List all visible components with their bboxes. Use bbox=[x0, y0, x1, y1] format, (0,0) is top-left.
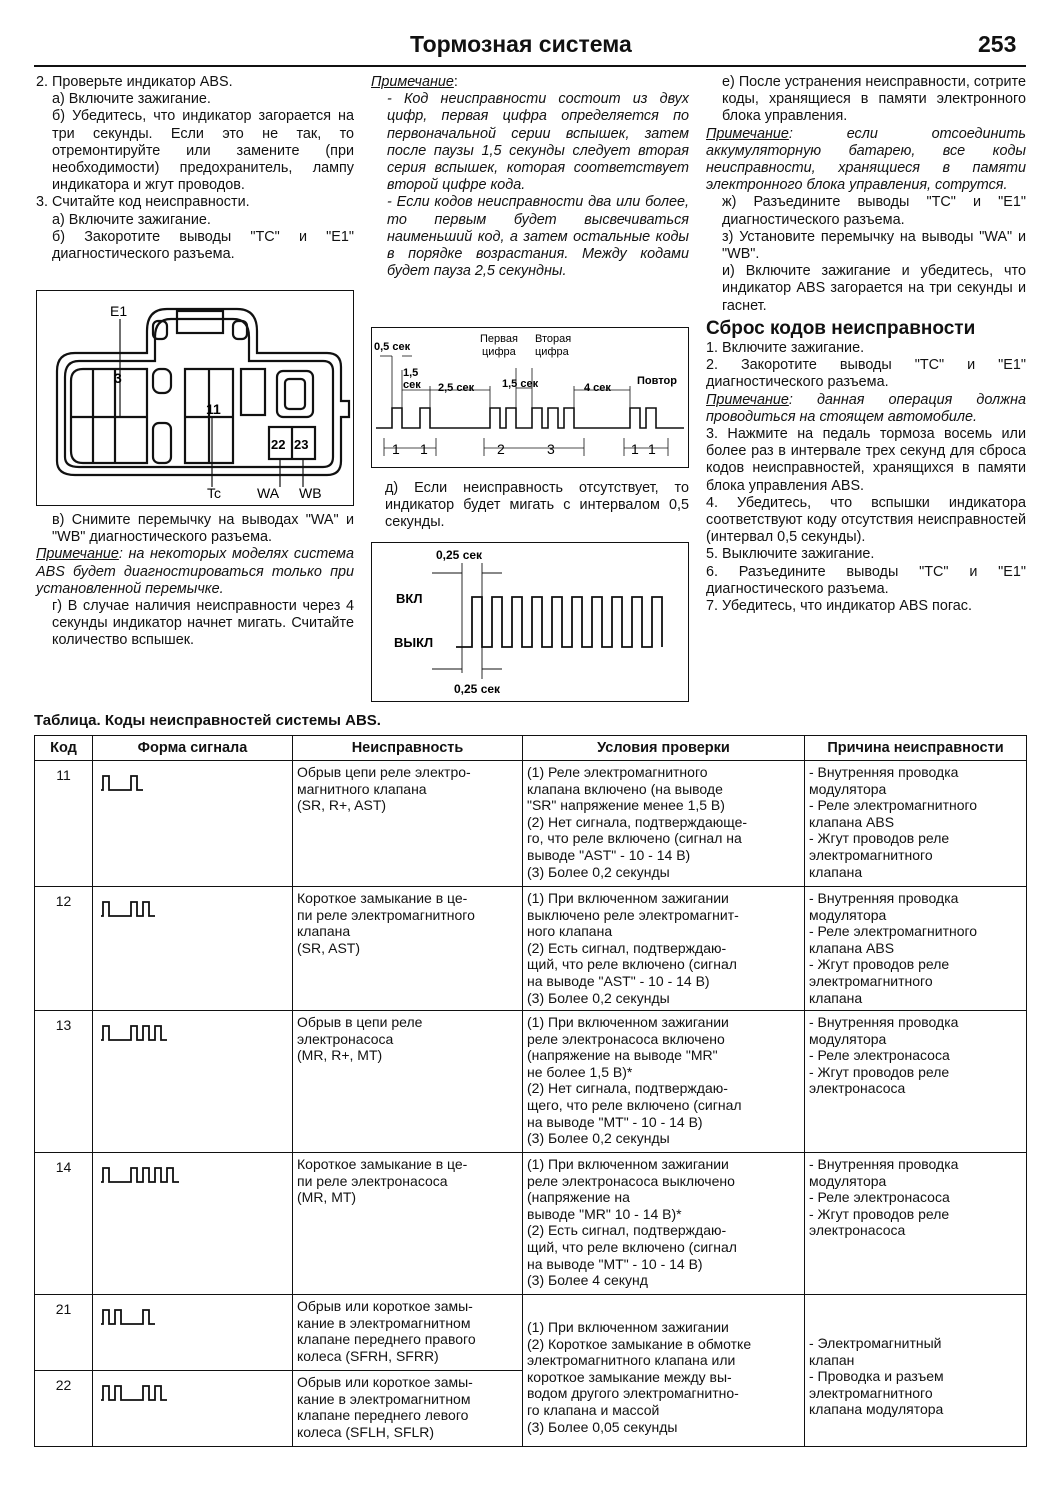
condition-line: электромагнитного клапана или bbox=[527, 1352, 736, 1369]
row-cause bbox=[805, 887, 1027, 1011]
col2-note-line-1: - Код неисправности состоит из двух цифр, первая цифра определяется по первоначальной серии вспышек, затем после паузы 1,5 секунды следует вторая серия вспышек, которая соответствует второй цифре кода. bbox=[387, 91, 689, 194]
cause-line: - Жгут проводов реле bbox=[809, 956, 950, 973]
reset-step-3: 3. Нажмите на педаль тормоза восемь или более раз в интервале трех секунд для сброса кодов неисправностей, хранящихся в памяти блока управления ABS. bbox=[706, 426, 1026, 494]
para-i: и) Включите зажигание и убедитесь, что индикатор ABS загорается на три секунды и гаснет. bbox=[722, 263, 1026, 314]
second-digit-2: цифра bbox=[535, 346, 569, 358]
para-z: з) Установите перемычку на выводы "WA" и "WB". bbox=[722, 228, 1026, 263]
row-cause bbox=[805, 761, 1027, 887]
condition-line: (напряжение на bbox=[527, 1189, 630, 1206]
condition-line: выводе "MR" 10 - 14 В)* bbox=[527, 1205, 682, 1222]
cause-line: модулятора bbox=[809, 1172, 887, 1189]
connector-diagram bbox=[36, 290, 354, 506]
row-fault bbox=[293, 1011, 523, 1153]
step-g-paragraph: г) В случае наличия неисправности через 4 секунды индикатор начнет мигать. Считайте количество вспышек. bbox=[52, 598, 354, 649]
flash-code-waveform bbox=[97, 1306, 277, 1328]
column-1-top bbox=[36, 74, 354, 263]
para-zh: ж) Разъедините выводы "TC" и "E1" диагностического разъема. bbox=[722, 194, 1026, 228]
cause-line: клапан bbox=[809, 1351, 855, 1368]
condition-line: реле электронасоса включено bbox=[527, 1030, 725, 1047]
cause-line: - Реле электромагнитного bbox=[809, 797, 978, 814]
fault-line: Короткое замыкание в це- bbox=[297, 1156, 468, 1172]
pin-22-label: 22 bbox=[271, 437, 286, 452]
cause-line: электромагнитного bbox=[809, 846, 933, 863]
condition-line: (1) Реле электромагнитного bbox=[527, 764, 708, 780]
para-e: е) После устранения неисправности, сотрите коды, хранящиеся в памяти электронного блока управления. bbox=[722, 74, 1026, 125]
reset-step-5: 5. Выключите зажигание. bbox=[706, 546, 875, 563]
cause-line: - Жгут проводов реле bbox=[809, 1205, 950, 1222]
t4-label: 4 сек bbox=[584, 382, 611, 394]
condition-line: (3) Более 0,05 секунды bbox=[527, 1418, 678, 1435]
table-caption: Таблица. Коды неисправностей системы ABS. bbox=[34, 712, 381, 729]
table-row bbox=[35, 887, 1027, 1011]
condition-line: короткое замыкание между вы- bbox=[527, 1368, 732, 1385]
cause-line: электронасоса bbox=[809, 1080, 906, 1097]
col2-note-label: Примечание bbox=[371, 74, 454, 90]
cause-line: модулятора bbox=[809, 780, 887, 797]
row-code: 13 bbox=[35, 1011, 93, 1153]
column-2-mid bbox=[385, 480, 689, 532]
condition-line: не более 1,5 В)* bbox=[527, 1063, 633, 1080]
waveform-line bbox=[101, 1386, 167, 1400]
cause-line: клапана ABS bbox=[809, 813, 895, 830]
cause-line: клапана bbox=[809, 863, 863, 880]
cause-line: - Реле электромагнитного bbox=[809, 923, 978, 940]
codes-table bbox=[34, 735, 1027, 1447]
t25-label: 2,5 сек bbox=[438, 382, 475, 394]
condition-line: (1) При включенном зажигании bbox=[527, 890, 729, 906]
waveform-line bbox=[101, 776, 143, 790]
cause-line: клапана модулятора bbox=[809, 1401, 944, 1418]
col3-note-1 bbox=[706, 126, 1026, 195]
column-2-top: Примечание: - Код неисправности состоит из двух цифр, первая цифра определяется по первоначальной серии вспышек, затем после паузы 1,5 секунды следует вторая серия вспышек, которая соответствует второй цифре кода. - Если кодов неисправности два или более, то первым будет высвечиваться наименьший код, а затем остальные коды в порядке возрастания. Между кодами будет пауза 2,5 секундны. bbox=[371, 74, 689, 280]
t15b-label: сек bbox=[403, 379, 421, 391]
t15a-label: 1,5 bbox=[403, 367, 419, 379]
row-conditions bbox=[523, 1153, 805, 1295]
fault-line: колеса (SFLH, SFLR) bbox=[297, 1423, 435, 1440]
cause-line: - Внутренняя проводка bbox=[809, 1156, 959, 1172]
blink-top-time: 0,25 сек bbox=[436, 548, 483, 562]
condition-line: щего, что реле включено (сигнал bbox=[527, 1096, 742, 1113]
cause-line: - Внутренняя проводка bbox=[809, 764, 959, 780]
cause-line: - Реле электронасоса bbox=[809, 1047, 950, 1064]
cause-line: - Внутренняя проводка bbox=[809, 1014, 959, 1030]
row-cause bbox=[805, 1011, 1027, 1153]
digit-1c: 1 bbox=[631, 441, 639, 457]
header-fault: Неисправность bbox=[293, 736, 523, 761]
tc-label: Tc bbox=[207, 485, 221, 501]
condition-line: (1) При включенном зажигании bbox=[527, 1319, 729, 1335]
waveform-line bbox=[101, 902, 155, 916]
para-d: д) Если неисправность отсутствует, то индикатор будет мигать с интервалом 0,5 секунды. bbox=[385, 480, 689, 531]
condition-line: (2) Есть сигнал, подтверждаю- bbox=[527, 939, 727, 956]
connector-svg bbox=[37, 291, 352, 504]
blink-svg bbox=[372, 543, 687, 700]
pin-3-label: 3 bbox=[114, 370, 122, 386]
column-3 bbox=[706, 74, 1026, 615]
condition-line: клапана включено (на выводе bbox=[527, 780, 723, 797]
cause-line: - Электромагнитный bbox=[809, 1335, 942, 1351]
flash-code-waveform bbox=[97, 1164, 277, 1186]
row-fault bbox=[293, 761, 523, 887]
row-waveform bbox=[93, 1011, 293, 1153]
fault-line: пи реле электромагнитного bbox=[297, 906, 475, 923]
step3b-paragraph: б) Закоротите выводы "TC" и "E1" диагностического разъема. bbox=[52, 228, 354, 263]
condition-line: на выводе "MT" - 10 - 14 В) bbox=[527, 1113, 703, 1130]
fault-line: кание в электромагнитном bbox=[297, 1314, 471, 1331]
step3a-line: а) Включите зажигание. bbox=[52, 211, 211, 228]
waveform-line bbox=[101, 1026, 167, 1040]
cause-line: клапана ABS bbox=[809, 939, 895, 956]
table-row bbox=[35, 1153, 1027, 1295]
on-label: ВКЛ bbox=[396, 591, 423, 606]
step2b-paragraph: б) Убедитесь, что индикатор загорается на три секунды. Если это не так, то отремонтируйте или замените (при необходимости) предохранитель, лампу индикатора и жгут проводов. bbox=[52, 108, 354, 194]
note1-label: Примечание bbox=[706, 125, 789, 142]
col2-note-line-2: - Если кодов неисправности два или более, то первым будет высвечиваться наименьший код, а затем остальные коды в порядке возрастания. Между кодами будет пауза 2,5 секундны. bbox=[387, 194, 689, 280]
row-conditions bbox=[523, 1011, 805, 1153]
header-waveform: Форма сигнала bbox=[93, 736, 293, 761]
e1-label: E1 bbox=[110, 303, 128, 319]
t15c-label: 1,5 сек bbox=[502, 378, 539, 390]
note1-text: : если отсоединить аккумуляторную батарею, все коды неисправности, хранящиеся в памяти электронного блока управления, сотрутся. bbox=[706, 125, 1026, 194]
note2-label: Примечание bbox=[706, 391, 789, 408]
condition-line: на выводе "AST" - 10 - 14 В) bbox=[527, 972, 710, 989]
row-waveform bbox=[93, 1295, 293, 1371]
row-code: 12 bbox=[35, 887, 93, 1011]
col1-note bbox=[36, 546, 354, 598]
page-number: 253 bbox=[978, 31, 1017, 57]
fault-line: Обрыв или короткое замы- bbox=[297, 1374, 473, 1390]
fault-line: клапане переднего правого bbox=[297, 1331, 476, 1348]
fault-line: пи реле электронасоса bbox=[297, 1172, 448, 1189]
flash-code-waveform bbox=[97, 898, 277, 920]
reset-step-4: 4. Убедитесь, что вспышки индикатора соответствуют коду отсутствия неисправностей (интервал 0,5 секунды). bbox=[706, 494, 1026, 546]
digit-1b: 1 bbox=[420, 441, 428, 457]
condition-line: ного клапана bbox=[527, 923, 613, 940]
col3-note-2 bbox=[706, 392, 1026, 426]
fault-line: Обрыв цепи реле электро- bbox=[297, 764, 471, 780]
row-code: 21 bbox=[35, 1295, 93, 1371]
row-cause bbox=[805, 1295, 1027, 1447]
first-digit-1: Первая bbox=[480, 333, 518, 345]
code-timing-svg bbox=[372, 328, 687, 466]
condition-line: (3) Более 0,2 секунды bbox=[527, 989, 670, 1006]
fault-line: (MR, MT) bbox=[297, 1189, 357, 1206]
pin-11-label: 11 bbox=[206, 401, 221, 417]
row-waveform bbox=[93, 887, 293, 1011]
row-code: 11 bbox=[35, 761, 93, 887]
fault-line: (SR, R+, AST) bbox=[297, 797, 387, 814]
cause-line: модулятора bbox=[809, 906, 887, 923]
condition-line: го клапана и массой bbox=[527, 1401, 660, 1418]
condition-line: (напряжение на выводе "MR" bbox=[527, 1047, 718, 1064]
cause-line: клапана bbox=[809, 989, 863, 1006]
cause-line: модулятора bbox=[809, 1030, 887, 1047]
digit-1a: 1 bbox=[392, 441, 400, 457]
condition-line: выводе "AST" - 10 - 14 В) bbox=[527, 846, 691, 863]
second-digit-1: Вторая bbox=[535, 333, 572, 345]
row-fault bbox=[293, 1153, 523, 1295]
condition-line: (2) Короткое замыкание в обмотке bbox=[527, 1335, 752, 1352]
cause-line: - Жгут проводов реле bbox=[809, 830, 950, 847]
digit-1d: 1 bbox=[648, 441, 656, 457]
header-rule bbox=[34, 65, 1026, 67]
row-code: 22 bbox=[35, 1371, 93, 1447]
fault-line: Обрыв или короткое замы- bbox=[297, 1298, 473, 1314]
flash-code-waveform bbox=[97, 772, 277, 794]
step2-line: 2. Проверьте индикатор ABS. bbox=[36, 74, 233, 90]
fault-line: электронасоса bbox=[297, 1030, 394, 1047]
off-label: ВЫКЛ bbox=[394, 635, 434, 650]
table-header-row bbox=[35, 736, 1027, 761]
condition-line: (3) Более 0,2 секунды bbox=[527, 863, 670, 880]
digit-3: 3 bbox=[547, 441, 555, 457]
condition-line: на выводе "MT" - 10 - 14 В) bbox=[527, 1255, 703, 1272]
condition-line: го, что реле включено (сигнал на bbox=[527, 830, 742, 847]
repeat-label: Повтор bbox=[637, 375, 677, 387]
no-fault-blink-diagram bbox=[371, 542, 689, 702]
wb-label: WB bbox=[299, 485, 322, 501]
header-cause: Причина неисправности bbox=[805, 736, 1027, 761]
condition-line: "SR" напряжение менее 1,5 В) bbox=[527, 797, 725, 814]
fault-line: клапане переднего левого bbox=[297, 1407, 469, 1424]
cause-line: электромагнитного bbox=[809, 972, 933, 989]
fault-line: Обрыв в цепи реле bbox=[297, 1014, 423, 1030]
header-code: Код bbox=[35, 736, 93, 761]
waveform-line bbox=[101, 1310, 155, 1324]
fault-line: (MR, R+, MT) bbox=[297, 1047, 383, 1064]
page-header-title: Тормозная система bbox=[410, 31, 632, 57]
first-digit-2: цифра bbox=[482, 346, 516, 358]
note-label: Примечание bbox=[36, 546, 119, 563]
waveform-line bbox=[101, 1168, 179, 1182]
row-cause bbox=[805, 1153, 1027, 1295]
fault-line: клапана bbox=[297, 923, 351, 940]
t05-label: 0,5 сек bbox=[374, 341, 411, 353]
cause-line: - Внутренняя проводка bbox=[809, 890, 959, 906]
condition-line: реле электронасоса выключено bbox=[527, 1172, 735, 1189]
condition-line: щий, что реле включено (сигнал bbox=[527, 1238, 737, 1255]
cause-line: - Проводка и разъем bbox=[809, 1368, 944, 1385]
condition-line: (2) Нет сигнала, подтверждающе- bbox=[527, 813, 748, 830]
wa-label: WA bbox=[257, 485, 280, 501]
row-waveform bbox=[93, 1371, 293, 1447]
reset-step-7: 7. Убедитесь, что индикатор ABS погас. bbox=[706, 598, 972, 615]
condition-line: (3) Более 0,2 секунды bbox=[527, 1130, 670, 1147]
note2-text: : данная операция должна проводиться на стоящем автомобиле. bbox=[706, 391, 1026, 425]
fault-line: кание в электромагнитном bbox=[297, 1390, 471, 1407]
cause-line: - Жгут проводов реле bbox=[809, 1063, 950, 1080]
row-fault bbox=[293, 887, 523, 1011]
condition-line: (1) При включенном зажигании bbox=[527, 1156, 729, 1172]
row-conditions bbox=[523, 887, 805, 1011]
table-row bbox=[35, 761, 1027, 887]
reset-step-6: 6. Разъедините выводы "TC" и "E1" диагностического разъема. bbox=[706, 563, 1026, 597]
row-fault bbox=[293, 1371, 523, 1447]
fault-line: магнитного клапана bbox=[297, 780, 427, 797]
section-title-reset: Сброс кодов неисправности bbox=[706, 317, 976, 339]
note-text: : на некоторых моделях система ABS будет диагностироваться только при установленной перемычке. bbox=[36, 546, 354, 597]
cause-line: электронасоса bbox=[809, 1222, 906, 1239]
flash-code-waveform bbox=[97, 1022, 277, 1044]
reset-step-1: 1. Включите зажигание. bbox=[706, 340, 865, 357]
digit-2: 2 bbox=[497, 441, 505, 457]
fault-line: колеса (SFRH, SFRR) bbox=[297, 1347, 439, 1364]
condition-line: (1) При включенном зажигании bbox=[527, 1014, 729, 1030]
flash-code-waveform bbox=[97, 1382, 277, 1404]
step-v-paragraph: в) Снимите перемычку на выводах "WA" и "WB" диагностического разъема. bbox=[52, 512, 354, 546]
cause-line: - Реле электронасоса bbox=[809, 1189, 950, 1206]
reset-step-2: 2. Закоротите выводы "TC" и "E1" диагностического разъема. bbox=[706, 357, 1026, 391]
row-fault bbox=[293, 1295, 523, 1371]
row-conditions bbox=[523, 1295, 805, 1447]
step2a-line: а) Включите зажигание. bbox=[52, 91, 211, 108]
cause-line: электромагнитного bbox=[809, 1384, 933, 1401]
column-1-bottom bbox=[36, 512, 354, 650]
row-code: 14 bbox=[35, 1153, 93, 1295]
condition-line: (3) Более 4 секунд bbox=[527, 1272, 648, 1289]
code-timing-diagram bbox=[371, 327, 689, 468]
header-conditions: Условия проверки bbox=[523, 736, 805, 761]
condition-line: щий, что реле включено (сигнал bbox=[527, 956, 737, 973]
step3-line: 3. Считайте код неисправности. bbox=[36, 194, 250, 211]
fault-line: (SR, AST) bbox=[297, 939, 361, 956]
pin-23-label: 23 bbox=[294, 437, 309, 452]
fault-line: Короткое замыкание в це- bbox=[297, 890, 468, 906]
condition-line: водом другого электромагнитно- bbox=[527, 1385, 739, 1402]
row-waveform bbox=[93, 1153, 293, 1295]
condition-line: выключено реле электромагнит- bbox=[527, 906, 739, 923]
row-conditions bbox=[523, 761, 805, 887]
blink-bottom-time: 0,25 сек bbox=[454, 682, 501, 696]
condition-line: (2) Нет сигнала, подтверждаю- bbox=[527, 1080, 728, 1097]
table-row bbox=[35, 1011, 1027, 1153]
row-waveform bbox=[93, 761, 293, 887]
condition-line: (2) Есть сигнал, подтверждаю- bbox=[527, 1222, 727, 1239]
table-row bbox=[35, 1295, 1027, 1371]
